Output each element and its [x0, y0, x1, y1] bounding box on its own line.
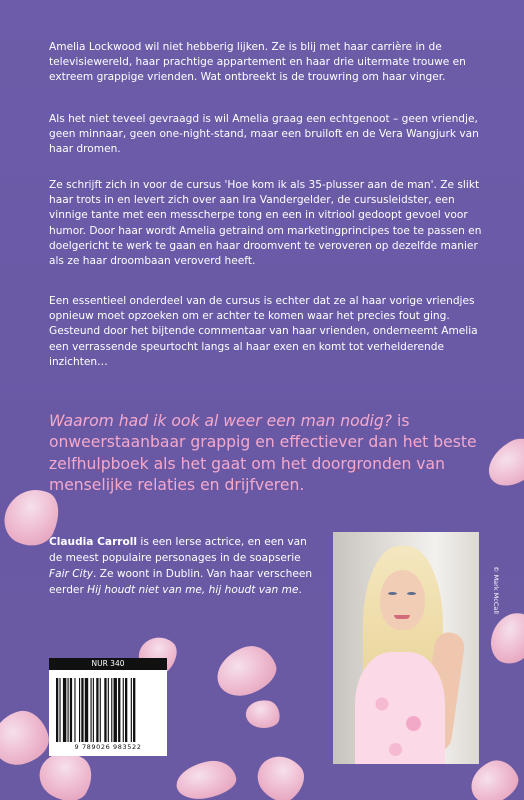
- blurb-paragraph-4: Een essentieel onderdeel van de cursus is echter dat ze al haar vorige vriendjes opnieuw moet opzoeken om er achter te komen waar het precies fout ging. Gesteund door het bijtende commentaar van haar vrienden, onderneemt Amelia een verrassende speurtocht langs al haar exen en komt tot verhelderende inzichten…: [49, 295, 478, 368]
- barcode-bar: [56, 678, 58, 742]
- barcode-bar: [114, 678, 117, 742]
- author-name: Claudia Carroll: [49, 536, 138, 548]
- barcode-bar: [118, 678, 120, 742]
- blurb-paragraph-2: Als het niet teveel gevraagd is wil Amelia graag een echtgenoot – geen vriendje, geen minnaar, geen one-night-stand, maar een bruiloft en de Vera Wangjurk van haar dromen.: [49, 113, 479, 156]
- author-photo-mouth: [394, 615, 410, 619]
- promo-quote-text: is onweerstaanbaar grappig en effectiever dan het beste zelfhulpboek als het gaat om het doorgronden van menselijke relaties en drijfveren.: [49, 412, 477, 495]
- barcode-bar: [131, 678, 132, 742]
- barcode-bar: [70, 678, 72, 742]
- author-show: Fair City: [49, 568, 94, 580]
- barcode-bar: [68, 678, 69, 742]
- barcode-bar: [63, 678, 66, 742]
- barcode-bar: [104, 678, 106, 742]
- barcode-bar: [111, 678, 112, 742]
- barcode-bar: [108, 678, 109, 742]
- barcode-bar: [79, 678, 80, 742]
- barcode-bar: [85, 678, 88, 742]
- petal-decoration: [244, 697, 282, 730]
- nur-code: NUR 340: [49, 658, 167, 670]
- barcode-bar: [125, 678, 127, 742]
- blurb-paragraph-3: Ze schrijft zich in voor de cursus 'Hoe kom ik als 35-plusser aan de man'. Ze slikt haar trots in en levert zich over aan Ira Vandergelder, de cursusleidster, een vinnige tante met een messcherpe tong en een in vitriool gedoopt gevoel voor humor. Door haar wordt Amelia getraind om marketingprincipes toe te passen en doelgericht te werk te gaan en haar droomvent te veroveren op dezelfde manier als ze haar droombaan veroverd heeft.: [49, 179, 482, 268]
- barcode-bar: [96, 678, 98, 742]
- barcode-bar: [123, 678, 124, 742]
- barcode-bar: [59, 678, 60, 742]
- author-previous-book: Hij houdt niet van me, hij houdt van me: [87, 584, 299, 596]
- promo-quote: [49, 411, 499, 497]
- barcode-bar: [74, 678, 75, 742]
- author-bio-text: .: [298, 584, 302, 596]
- barcode-bar: [93, 678, 94, 742]
- petal-decoration: [173, 757, 238, 800]
- petal-decoration: [210, 639, 282, 703]
- author-photo-top: [355, 652, 445, 764]
- author-bio-text: . Ze woont in Dublin. Van haar verscheen eerder: [49, 568, 313, 596]
- petal-decoration: [249, 746, 312, 800]
- author-bio-text: is een Ierse actrice, en een van de meest populaire personages in de soapserie: [49, 536, 307, 564]
- author-photo: [333, 532, 479, 764]
- author-photo-eye: [388, 592, 397, 595]
- barcode-bar: [91, 678, 92, 742]
- barcode-bar: [133, 678, 135, 742]
- author-photo-face: [380, 570, 425, 630]
- barcode-panel: [49, 658, 167, 756]
- barcode-bar: [100, 678, 101, 742]
- blurb-paragraph-1: Amelia Lockwood wil niet hebberig lijken. Ze is blij met haar carrière in de televisiewereld, haar prachtige appartement en haar drie uitermate trouwe en extreem grappige vrienden. Wat ontbreekt is de trouwring om haar vinger.: [49, 41, 466, 84]
- author-photo-eye: [407, 592, 416, 595]
- promo-quote-title: Waarom had ik ook al weer een man nodig?: [49, 412, 393, 430]
- barcode-bar: [81, 678, 83, 742]
- author-bio: [49, 534, 319, 598]
- photo-credit: © Mark McCall: [492, 566, 500, 614]
- isbn-number: 9 789026 983522: [74, 743, 142, 751]
- petal-decoration: [486, 608, 524, 669]
- barcode-icon: [56, 678, 160, 742]
